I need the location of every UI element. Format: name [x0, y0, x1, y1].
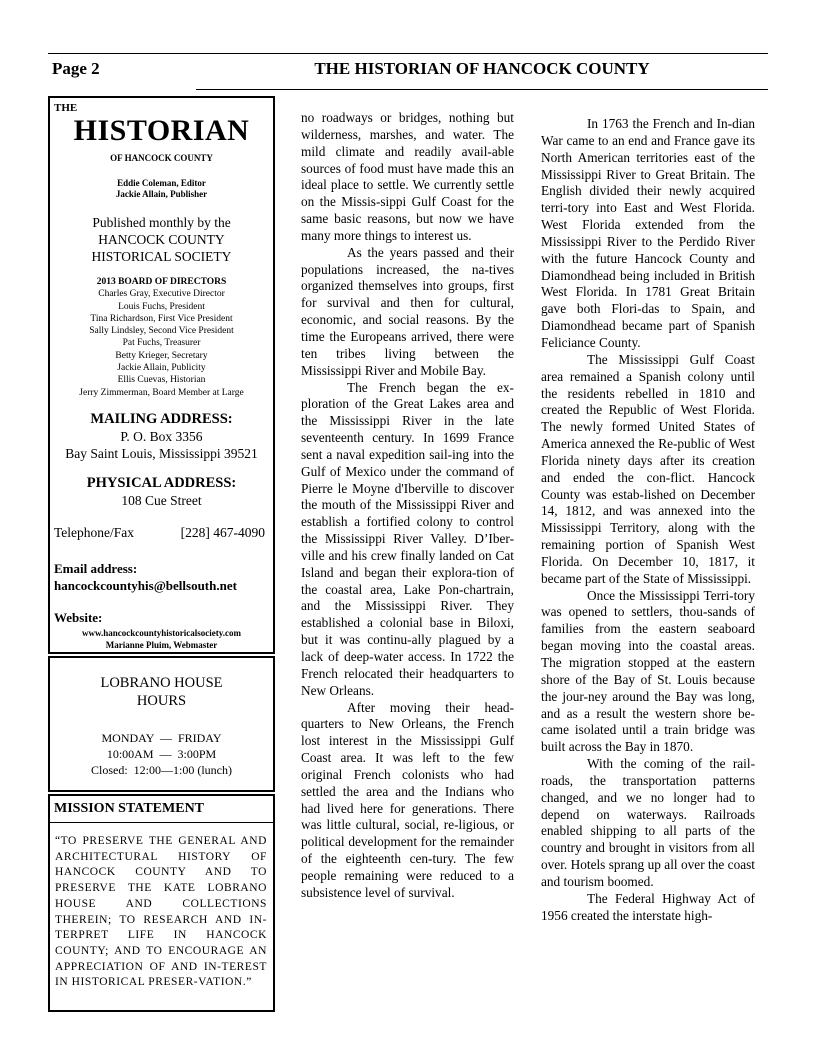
email-block	[54, 560, 237, 594]
website-link[interactable]: www.hancockcountyhistoricalsociety.com	[82, 628, 241, 638]
board-member: Ellis Cuevas, Historian	[117, 375, 206, 386]
article-paragraph: With the coming of the rail-roads, the transportation patterns changed, and we no longer had to depend on waterways. Railroads enabled shipping to all parts of the country and brought in visitors from all over. Hotels sprang up all over the coast and tourism boomed.	[541, 756, 755, 889]
article-column-2	[301, 110, 514, 902]
page-number: Page 2	[52, 59, 100, 78]
running-title: THE HISTORIAN OF HANCOCK COUNTY	[314, 59, 650, 78]
mission-text: “TO PRESERVE THE GENERAL AND ARCHITECTURAL HISTORY OF HANCOCK COUNTY AND TO PRESERVE THE KATE LOBRANO HOUSE AND COLLECTIONS THEREIN; TO RESEARCH AND IN-TERPRET LIFE IN HANCOCK COUNTY; AND TO ENCOURAGE AN APPRECIATION OF AND IN-TEREST IN HISTORICAL PRESER-VATION.”	[55, 835, 267, 989]
mission-divider	[50, 822, 273, 823]
mailing-address	[50, 411, 273, 462]
masthead-title: HISTORIAN	[73, 114, 250, 147]
header-rule-top	[48, 53, 768, 54]
board-member: Tina Richardson, First Vice President	[90, 313, 233, 324]
webmaster-line: Marianne Pluim, Webmaster	[105, 639, 218, 650]
article-paragraph: The French began the ex-ploration of the Great Lakes area and the Mississippi River in the late seventeenth century. In 1699 France sent a naval expedition sail-ing into the Gulf of Mexico under the command of Pierre le Moyne d'Iberville to discover the mouth of the Mississippi River and establish a fortified colony to control the Mississippi River Valley. D’Iber-ville and his crew finally landed on Cat Island and began their explora-tion of the coastal area, Lake Pon-chartrain, and the Mississippi River. They established a colonial base in Biloxi, but it was continu-ally plagued by a lack of deep-water access. In 1722 the French relocated their headquarters to New Orleans.	[301, 379, 514, 698]
header-rule-bottom	[196, 89, 768, 90]
telephone-row	[54, 525, 265, 541]
article-paragraph: Once the Mississippi Terri-tory was opened to settlers, thou-sands of families from the eastern seaboard began moving into the coastal areas. The migration stopped at the eastern shore of the Bay of St. Louis because the jour-ney around the Bay was long, and as a result the western shore be-came isolated until a train bridge was built across the Bay in 1870.	[541, 587, 755, 755]
board-member: Jackie Allain, Publicity	[117, 363, 206, 374]
article-paragraph: The Federal Highway Act of 1956 created the interstate high-	[541, 890, 755, 923]
board-member: Pat Fuchs, Treasurer	[122, 338, 201, 349]
masthead-the: THE	[54, 102, 78, 114]
masthead-subtitle: OF HANCOCK COUNTY	[110, 153, 213, 163]
board-member: Betty Krieger, Secretary	[115, 350, 208, 361]
board-member: Jerry Zimmerman, Board Member at Large	[79, 387, 244, 398]
published-line: Published monthly by the	[92, 215, 231, 230]
publisher-line: Jackie Allain, Publisher	[115, 189, 208, 199]
board-member: Sally Lindsley, Second Vice President	[89, 326, 234, 337]
hours-details	[50, 730, 273, 778]
society-line-2: HISTORICAL SOCIETY	[91, 249, 232, 264]
article-paragraph: As the years passed and their populations increased, the na-tives organized themselves into groups, first for survival and then for cultural, economic, and social reasons. By the time the Europeans arrived, there were ten tribes living between the Mississippi River and Mobile Bay.	[301, 244, 514, 378]
email-value[interactable]: hancockcountyhis@bellsouth.net	[54, 578, 237, 593]
society-line-1: HANCOCK COUNTY	[98, 232, 225, 247]
mailing-address-label: MAILING ADDRESS:	[90, 411, 233, 427]
hours-days: MONDAY — FRIDAY	[101, 731, 222, 745]
website-label: Website:	[54, 610, 103, 625]
telephone-label: Telephone/Fax	[54, 525, 135, 540]
masthead-staff	[50, 178, 273, 200]
board-heading: 2013 BOARD OF DIRECTORS	[96, 277, 227, 287]
article-paragraph: In 1763 the French and In-dian War came to an end and France gave its North American territories east of the Mississippi River to Great Britain. The English divided their newly acquired terri-tory into East and West Florida. West Florida extended from the Mississippi River to the Perdido River with the future Hancock County and Diamondhead being included in British West Florida. In 1781 Great Britain gave both Flori-das to Spain, and Diamondhead became part of Spanish Feliciance County.	[541, 116, 755, 350]
mailing-address-line-1: P. O. Box 3356	[120, 429, 203, 444]
publisher-statement	[50, 214, 273, 265]
hours-times: 10:00AM — 3:00PM	[106, 747, 217, 761]
hours-box	[48, 656, 275, 792]
article-paragraph: The Mississippi Gulf Coast area remained a Spanish colony until the residents rebelled in 1810 and created the Republic of West Florida. The newly formed United States of America annexed the Re-public of West Florida ninety days after its creation and ended the con-flict. Hancock County was estab-lished on December 14, 1812, and was annexed into the Mississippi Territory, along with the remaining portion of Spanish West Florida. On December 10, 1817, it became part of the State of Mississippi.	[541, 351, 755, 586]
physical-address-label: PHYSICAL ADDRESS:	[86, 475, 237, 491]
article-paragraph: no roadways or bridges, nothing but wilderness, marshes, and water. The mild climate and readily avail-able sources of food must have made this an ideal place to settle. We currently settle on the Missis-sippi Gulf Coast for the same basic reasons, but now we have many more things to interest us.	[301, 110, 514, 243]
hours-title	[50, 674, 273, 710]
article-column-3	[541, 116, 755, 925]
hours-title-line-2: HOURS	[136, 693, 187, 709]
physical-address-line: 108 Cue Street	[121, 493, 202, 508]
hours-title-line-1: LOBRANO HOUSE	[100, 675, 223, 691]
physical-address	[50, 475, 273, 509]
board-member: Charles Gray, Executive Director	[98, 289, 225, 300]
mission-title: MISSION STATEMENT	[54, 801, 205, 816]
mission-statement-box	[48, 794, 275, 1012]
mailing-address-line-2: Bay Saint Louis, Mississippi 39521	[65, 446, 258, 461]
board-member: Louis Fuchs, President	[118, 301, 205, 312]
board-of-directors	[50, 276, 273, 399]
editor-line: Eddie Coleman, Editor	[117, 178, 206, 188]
website-block	[50, 628, 273, 651]
hours-closed: Closed: 12:00—1:00 (lunch)	[91, 763, 232, 777]
masthead-box	[48, 96, 275, 654]
email-label: Email address:	[54, 561, 138, 576]
telephone-value: [228] 467-4090	[180, 525, 265, 540]
article-paragraph: After moving their head-quarters to New Orleans, the French lost interest in the Mississippi Gulf Coast area. It was left to the few original French colonists who had settled the area and the Indians who had lived here for generations. There was little cultural, social, re-ligious, or political development for the remainder of the eighteenth cen-tury. The few people remaining were reduced to a subsistence level of survival.	[301, 699, 514, 900]
